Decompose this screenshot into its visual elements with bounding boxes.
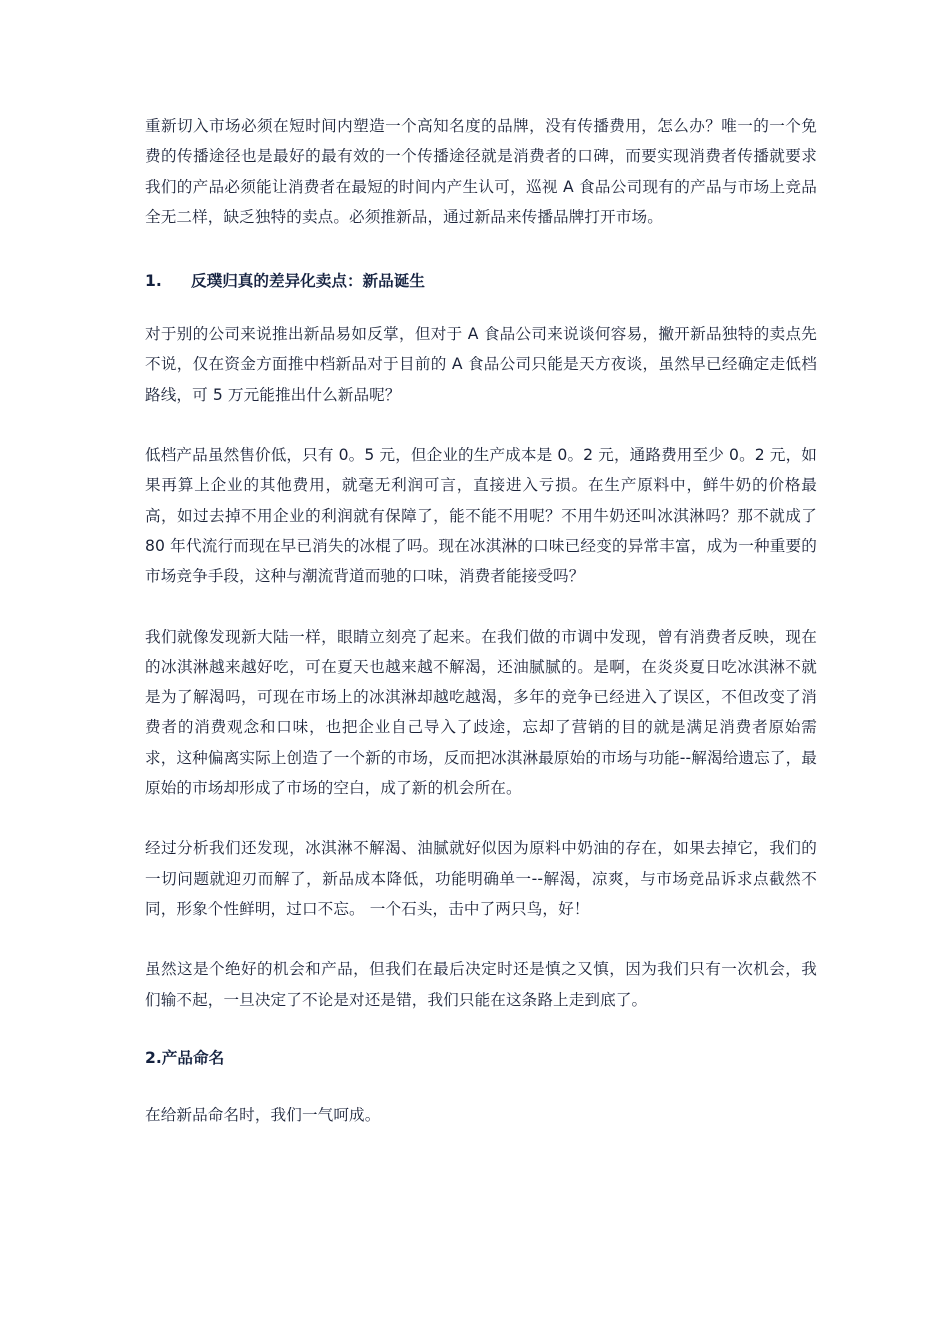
paragraph-low-price-analysis: 低档产品虽然售价低，只有 0。5 元，但企业的生产成本是 0。2 元，通路费用至少 0。2 元，如果再算上企业的其他费用，就毫无利润可言，直接进入亏损。在生产原料中，鲜牛奶的价格最高，如过去掉不用企业的利润就有保障了，能不能不用呢？不用牛奶还叫冰淇淋吗？那不就成了 80 年代流行而现在早已消失的冰棍了吗。现在冰淇淋的口味已经变的异常丰富，成为一种重要的市场竞争手段，这种与潮流背道而驰的口味，消费者能接受吗？ — [145, 446, 817, 586]
section-heading-1 — [145, 266, 817, 296]
paragraph-new-product-cost: 对于别的公司来说推出新品易如反掌，但对于 A 食品公司来说谈何容易，撇开新品独特的卖点先不说，仅在资金方面推中档新品对于目前的 A 食品公司只能是天方夜谈，虽然早已经确定走低档路线，可 5 万元能推出什么新品呢？ — [145, 325, 817, 404]
section-title-2: 产品命名 — [161, 1048, 225, 1067]
section-number-1: 1. — [145, 272, 162, 291]
section-title-1: 反璞归真的差异化卖点：新品诞生 — [191, 272, 425, 291]
paragraph-ingredient-analysis: 经过分析我们还发现，冰淇淋不解渴、油腻就好似因为原料中奶油的存在，如果去掉它，我们的一切问题就迎刃而解了，新品成本降低，功能明确单一--解渴，凉爽，与市场竞品诉求点截然不同，形象个性鲜明，过口不忘。 一个石头，击中了两只鸟，好！ — [145, 839, 817, 918]
paragraph-intro: 重新切入市场必须在短时间内塑造一个高知名度的品牌，没有传播费用，怎么办？唯一的一个免费的传播途径也是最好的最有效的一个传播途径就是消费者的口碑，而要实现消费者传播就要求我们的产品必须能让消费者在最短的时间内产生认可，巡视 A 食品公司现有的产品与市场上竞品全无二样，缺乏独特的卖点。必须推新品，通过新品来传播品牌打开市场。 — [145, 117, 817, 226]
paragraph-naming: 在给新品命名时，我们一气呵成。 — [145, 1105, 381, 1124]
document-page — [145, 111, 817, 1159]
paragraph-decision: 虽然这是个绝好的机会和产品，但我们在最后决定时还是慎之又慎，因为我们只有一次机会，我们输不起，一旦决定了不论是对还是错，我们只能在这条路上走到底了。 — [145, 960, 817, 1009]
section-heading-2 — [145, 1043, 817, 1073]
section-number-2: 2. — [145, 1048, 162, 1067]
paragraph-market-discovery: 我们就像发现新大陆一样，眼睛立刻亮了起来。在我们做的市调中发现，曾有消费者反映，现在的冰淇淋越来越好吃，可在夏天也越来越不解渴，还油腻腻的。是啊，在炎炎夏日吃冰淇淋不就是为了解渴吗，可现在市场上的冰淇淋却越吃越渴，多年的竞争已经进入了误区，不但改变了消费者的消费观念和口味，也把企业自己导入了歧途，忘却了营销的目的就是满足消费者原始需求，这种偏离实际上创造了一个新的市场，反而把冰淇淋最原始的市场与功能--解渴给遗忘了，最原始的市场却形成了市场的空白，成了新的机会所在。 — [145, 627, 817, 798]
